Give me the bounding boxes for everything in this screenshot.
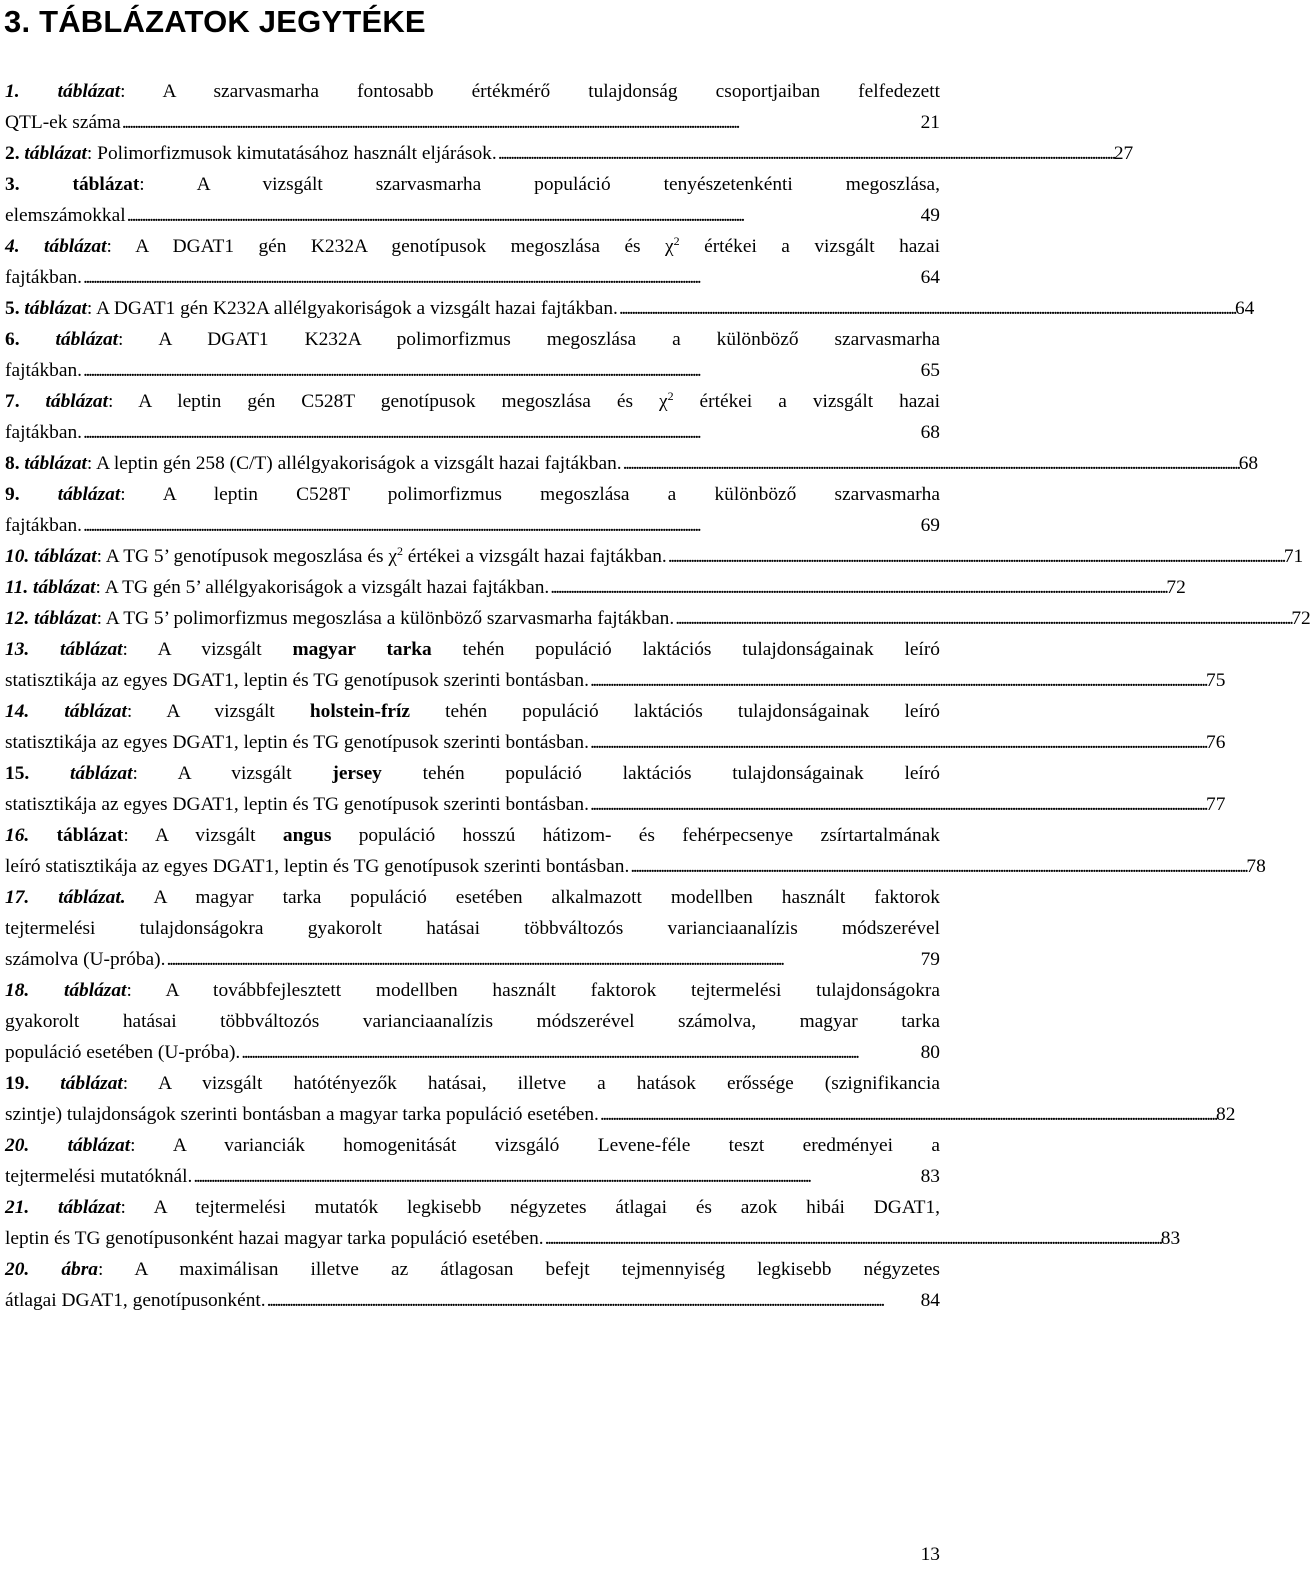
toc-entry[interactable]: [5, 479, 940, 541]
dot-leader: [267, 1285, 920, 1316]
toc-entry[interactable]: [5, 1068, 1236, 1130]
toc-line: statisztikája az egyes DGAT1, leptin és TG genotípusok szerinti bontásban. . . . 76: [5, 727, 940, 758]
toc-line: 20. ábra: A maximálisan illetve az átlagosan befejt tejmennyiség legkisebb négyzetes: [5, 1259, 940, 1280]
toc-line: átlagai DGAT1, genotípusonként. . . . 84: [5, 1285, 940, 1316]
dot-leader: [550, 572, 1165, 603]
dot-leader: [668, 541, 1283, 572]
toc-line: 8. táblázat: A leptin gén 258 (C/T) allélgyakoriságok a vizsgált hazai fajtákban. . . . 68: [5, 448, 940, 479]
toc-entry[interactable]: [5, 603, 1311, 634]
toc-entry[interactable]: [5, 1192, 1181, 1254]
toc-line: elemszámokkal . . . 49: [5, 200, 940, 231]
dot-leader: [83, 355, 920, 386]
toc-line: 14. táblázat: A vizsgált holstein-fríz tehén populáció laktációs tulajdonságainak leíró: [5, 701, 940, 722]
dot-leader: [83, 417, 920, 448]
dot-leader: [122, 107, 920, 138]
toc-line: QTL-ek száma . . . 21: [5, 107, 940, 138]
toc-line: fajtákban. . . . 69: [5, 510, 940, 541]
page-ref: 72: [1291, 608, 1311, 629]
toc-line: tejtermelési mutatóknál. . . . 83: [5, 1161, 940, 1192]
toc-line: 19. táblázat: A vizsgált hatótényezők hatásai, illetve a hatások erőssége (szignifikancia: [5, 1073, 940, 1094]
dot-leader: [166, 944, 919, 975]
page-ref: 83: [920, 1166, 940, 1187]
toc-line: statisztikája az egyes DGAT1, leptin és TG genotípusok szerinti bontásban. . . . 75: [5, 665, 940, 696]
page-ref: 69: [920, 515, 940, 536]
dot-leader: [630, 851, 1245, 882]
toc-entry[interactable]: [5, 541, 1304, 572]
page-ref: 72: [1166, 577, 1186, 598]
toc-line: szintje) tulajdonságok szerinti bontásban a magyar tarka populáció esetében. . . . 82: [5, 1099, 940, 1130]
toc-line: fajtákban. . . . 64: [5, 262, 940, 293]
toc-line: leptin és TG genotípusonként hazai magyar tarka populáció esetében. . . . 83: [5, 1223, 940, 1254]
toc-line: 13. táblázat: A vizsgált magyar tarka tehén populáció laktációs tulajdonságainak leíró: [5, 639, 940, 660]
page-ref: 76: [1206, 732, 1226, 753]
toc-entry[interactable]: [5, 231, 940, 293]
dot-leader: [600, 1099, 1215, 1130]
page-ref: 82: [1216, 1104, 1236, 1125]
toc-entry[interactable]: [5, 634, 1226, 696]
toc-line: leíró statisztikája az egyes DGAT1, leptin és TG genotípusok szerinti bontásban. . . . 78: [5, 851, 940, 882]
page-ref: 71: [1283, 546, 1304, 567]
toc-line: 4. táblázat: A DGAT1 gén K232A genotípusok megoszlása és $\chi^2$ értékei a vizsgált hazai: [5, 234, 940, 257]
dot-leader: [545, 1223, 1160, 1254]
page-ref: 77: [1206, 794, 1226, 815]
toc-entry[interactable]: [5, 448, 1259, 479]
toc-line: 20. táblázat: A varianciák homogenitását vizsgáló Levene-féle teszt eredményei a: [5, 1135, 941, 1156]
toc-line: 3. táblázat: A vizsgált szarvasmarha populáció tenyészetenkénti megoszlása,: [5, 174, 940, 195]
page-number: 13: [920, 1544, 940, 1565]
dot-leader: [675, 603, 1290, 634]
toc-line: 1. táblázat: A szarvasmarha fontosabb értékmérő tulajdonság csoportjaiban felfedezett: [5, 81, 940, 102]
page-ref: 27: [1113, 143, 1134, 164]
page-ref: 84: [920, 1290, 940, 1311]
dot-leader: [590, 727, 1205, 758]
toc-line: gyakorolt hatásai többváltozós varianciaanalízis módszerével számolva, magyar tarka: [5, 1011, 940, 1032]
page-ref: 79: [920, 949, 940, 970]
dot-leader: [127, 200, 920, 231]
toc-entry[interactable]: [5, 293, 1255, 324]
page-ref: 64: [1234, 298, 1255, 319]
toc-line: populáció esetében (U-próba). . . . 80: [5, 1037, 940, 1068]
toc-entry[interactable]: [5, 324, 940, 386]
toc-line: 2. táblázat: Polimorfizmusok kimutatásához használt eljárások. . . . 27: [5, 138, 940, 169]
toc-entry[interactable]: [5, 76, 940, 138]
toc-line: 5. táblázat: A DGAT1 gén K232A allélgyakoriságok a vizsgált hazai fajtákban. . . . 64: [5, 293, 940, 324]
page-ref: 65: [920, 360, 940, 381]
dot-leader: [193, 1161, 919, 1192]
toc-entry[interactable]: [5, 386, 940, 448]
toc-entry[interactable]: [5, 975, 940, 1068]
toc-entry[interactable]: [5, 820, 1266, 882]
toc-line: 16. táblázat: A vizsgált angus populáció hosszú hátizom- és fehérpecsenye zsírtartalmának: [5, 825, 940, 846]
toc-line: 9. táblázat: A leptin C528T polimorfizmus megoszlása a különböző szarvasmarha: [5, 484, 940, 505]
toc-line: 7. táblázat: A leptin gén C528T genotípusok megoszlása és $\chi^2$ értékei a vizsgált hazai: [5, 389, 940, 412]
page-ref: 83: [1160, 1228, 1181, 1249]
toc-line: 18. táblázat: A továbbfejlesztett modellben használt faktorok tejtermelési tulajdonságokra: [5, 980, 940, 1001]
toc-entry[interactable]: [5, 1130, 940, 1192]
section-heading: 3. TÁBLÁZATOK JEGYTÉKE: [4, 4, 426, 39]
dot-leader: [590, 665, 1205, 696]
dot-leader: [590, 789, 1205, 820]
dot-leader: [83, 262, 920, 293]
toc-line: 6. táblázat: A DGAT1 K232A polimorfizmus megoszlása a különböző szarvasmarha: [5, 329, 941, 350]
page-ref: 80: [920, 1042, 940, 1063]
toc-line: 15. táblázat: A vizsgált jersey tehén populáció laktációs tulajdonságainak leíró: [5, 763, 940, 784]
toc-line: tejtermelési tulajdonságokra gyakorolt hatásai többváltozós varianciaanalízis módszerével: [5, 918, 940, 939]
toc-entry[interactable]: [5, 882, 940, 975]
page-ref: 21: [920, 112, 940, 133]
page-ref: 78: [1246, 856, 1266, 877]
page-ref: 64: [920, 267, 940, 288]
page-ref: 75: [1206, 670, 1226, 691]
dot-leader: [241, 1037, 919, 1068]
toc-line: fajtákban. . . . 65: [5, 355, 940, 386]
toc-entry[interactable]: [5, 1254, 940, 1316]
dot-leader: [619, 293, 1234, 324]
page-ref: 68: [920, 422, 940, 443]
toc-entry[interactable]: [5, 572, 1186, 603]
toc-line: statisztikája az egyes DGAT1, leptin és TG genotípusok szerinti bontásban. . . . 77: [5, 789, 940, 820]
page-ref: 49: [920, 205, 940, 226]
toc-line: 17. táblázat. A magyar tarka populáció esetében alkalmazott modellben használt faktorok: [5, 887, 940, 908]
toc-entry[interactable]: [5, 696, 1226, 758]
toc-line: fajtákban. . . . 68: [5, 417, 940, 448]
toc-line: számolva (U-próba). . . . 79: [5, 944, 940, 975]
toc-line: 21. táblázat: A tejtermelési mutatók legkisebb négyzetes átlagai és azok hibái DGAT1,: [5, 1197, 940, 1218]
toc-line: 11. táblázat: A TG gén 5’ allélgyakoriságok a vizsgált hazai fajtákban. . . . 72: [5, 572, 940, 603]
toc-entry[interactable]: [5, 169, 940, 231]
toc-line: 10. táblázat: A TG 5’ genotípusok megoszlása és $\chi^2$ értékei a vizsgált hazai fajtákban. . . . 71: [5, 541, 940, 572]
page-ref: 68: [1238, 453, 1259, 474]
dot-leader: [623, 448, 1238, 479]
toc-entry[interactable]: [5, 758, 1226, 820]
dot-leader: [498, 138, 1113, 169]
toc-entry[interactable]: [5, 138, 1134, 169]
dot-leader: [83, 510, 920, 541]
toc-line: 12. táblázat: A TG 5’ polimorfizmus megoszlása a különböző szarvasmarha fajtákban. . . . 72: [5, 603, 940, 634]
